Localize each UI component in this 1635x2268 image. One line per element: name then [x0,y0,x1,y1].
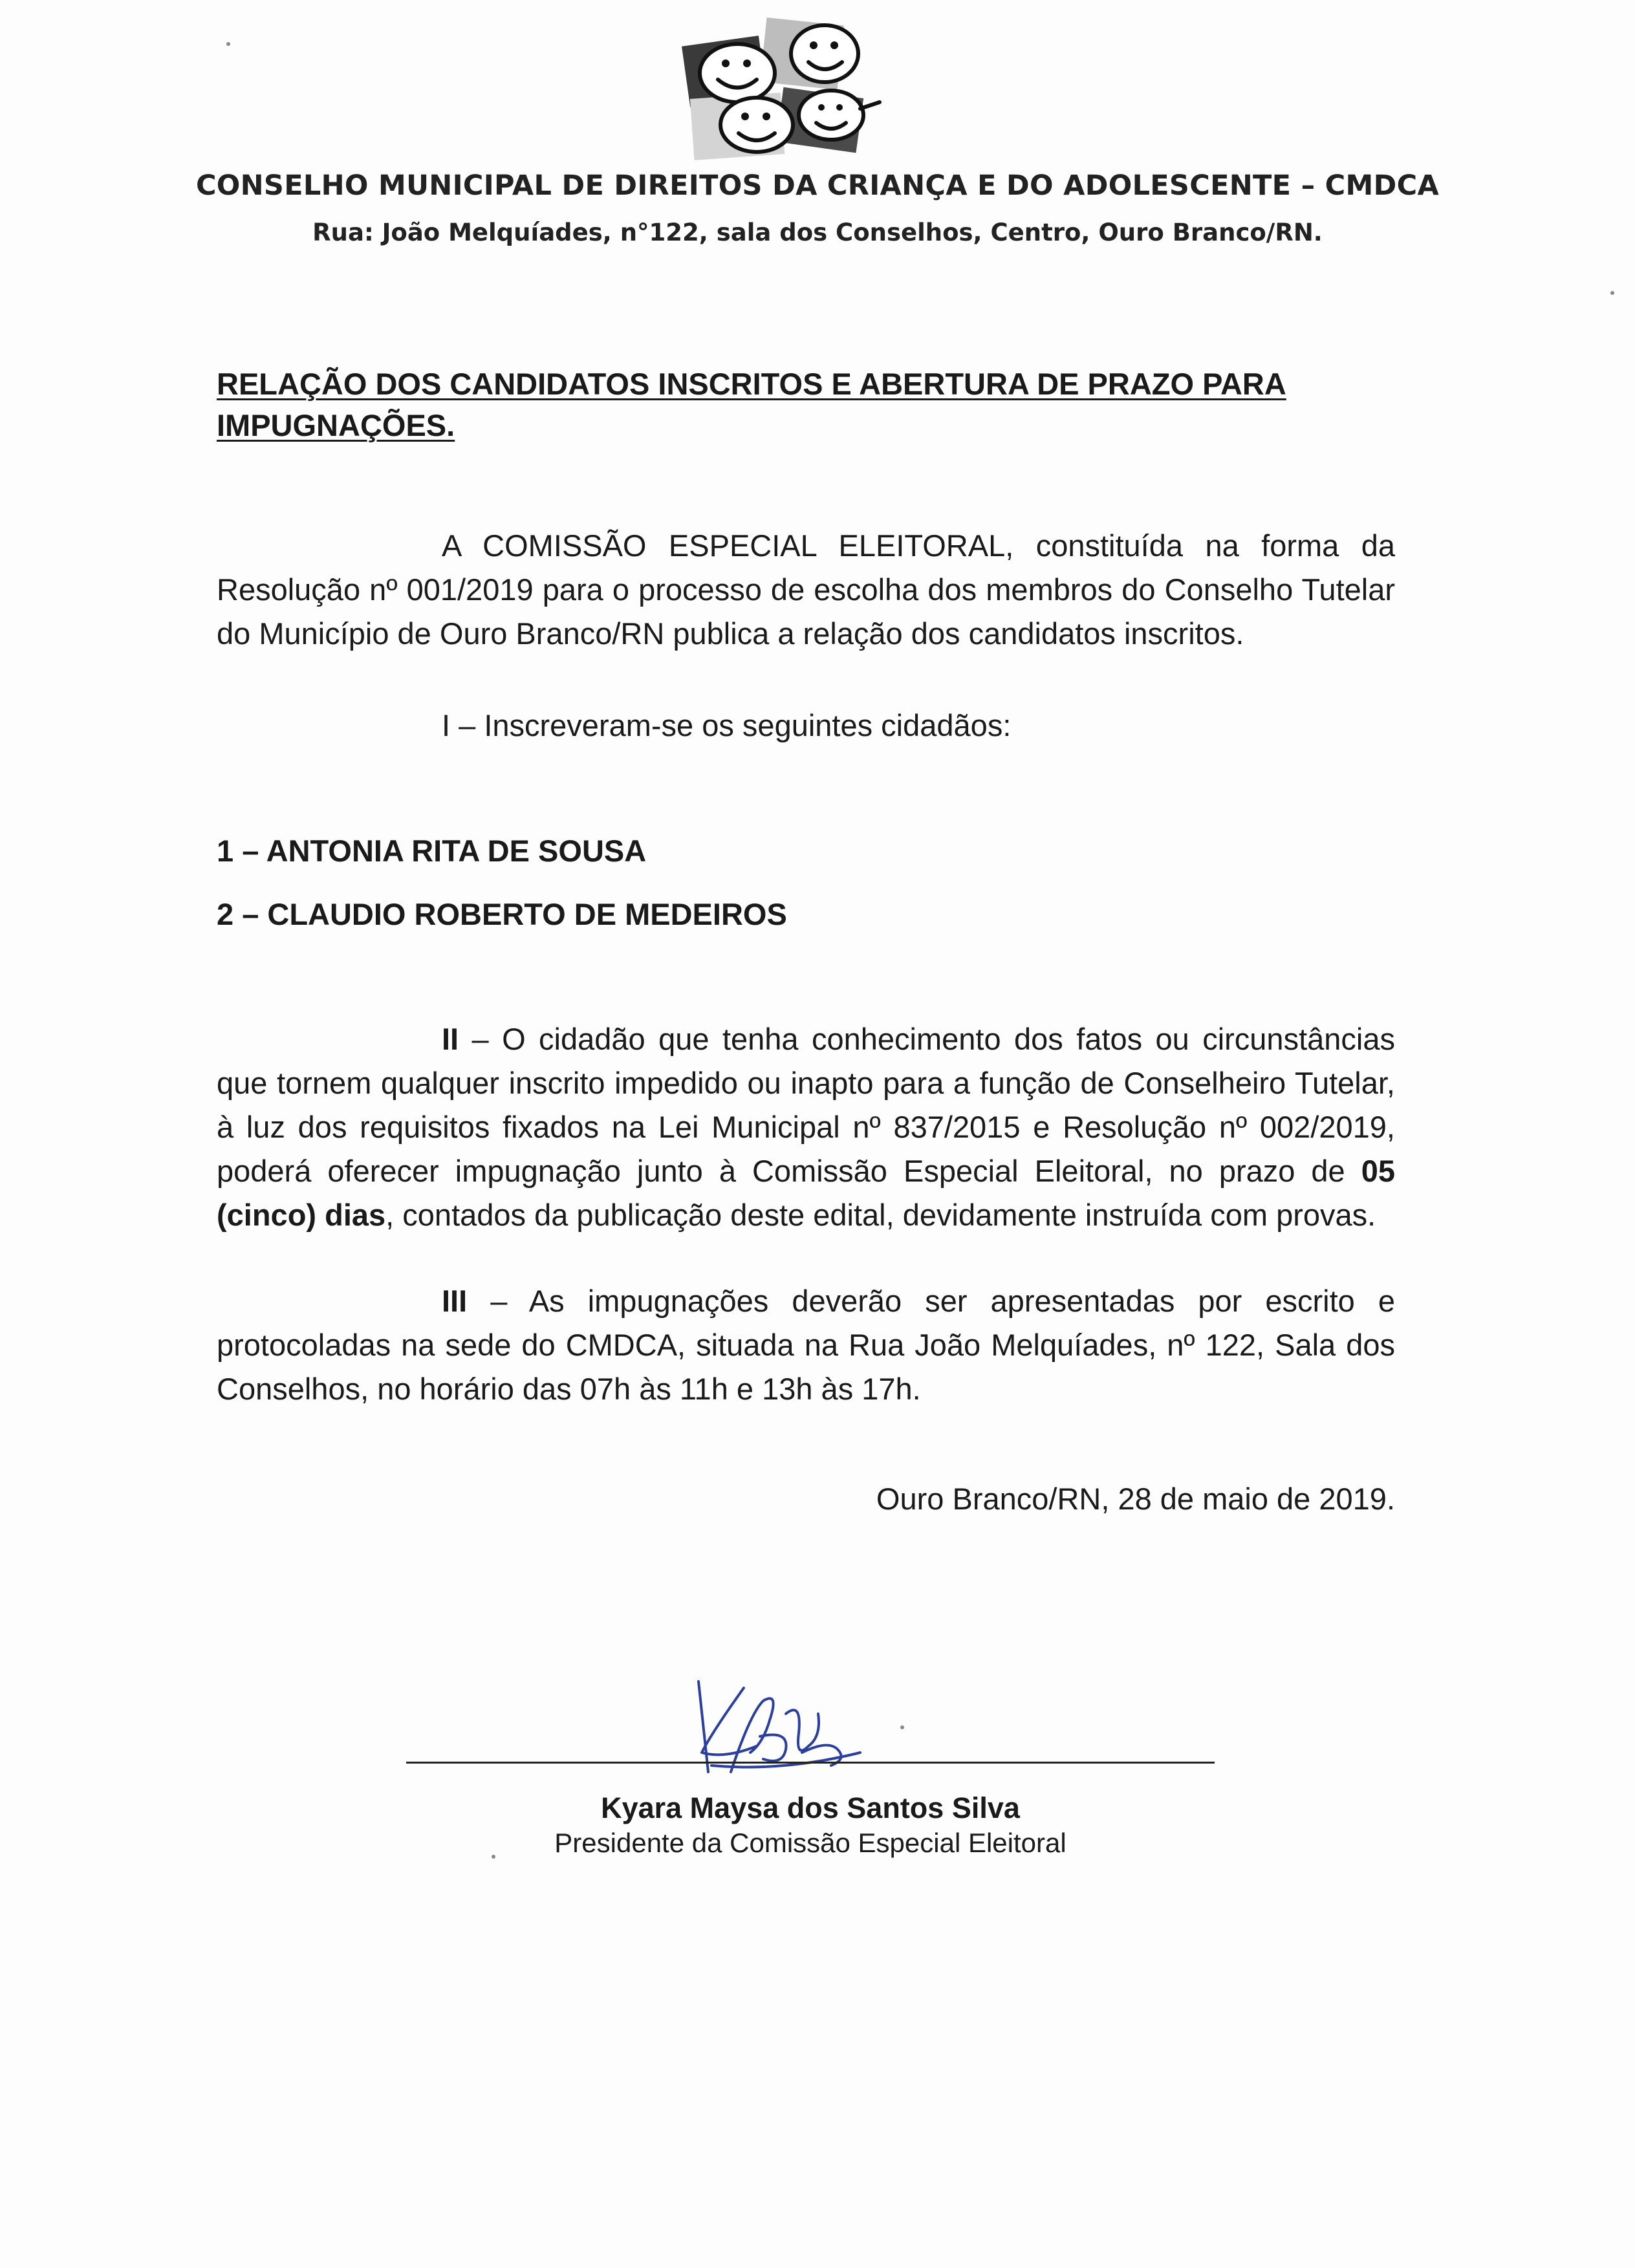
scan-speck [900,1725,904,1729]
item-ii-label: II [442,1022,459,1056]
children-faces-logo-icon [666,12,912,164]
scan-speck [226,42,230,46]
item-ii-text-before: – O cidadão que tenha conhecimento dos fatos ou circunstâncias que tornem qualquer inscrito impedido ou inapto para a função de Conselheiro Tutelar, à luz dos requisitos fixados na Lei Municipal nº 837/2015 e Resolução nº 002/2019, poderá oferecer impugnação junto à Comissão Especial Eleitoral, no prazo de [217,1022,1395,1188]
item-i-paragraph: I – Inscreveram-se os seguintes cidadãos: [442,708,1012,742]
item-ii-text-after: , contados da publicação deste edital, devidamente instruída com provas. [385,1198,1376,1232]
item-iii-text: – As impugnações deverão ser apresentadas por escrito e protocoladas na sede do CMDCA, situada na Rua João Melquíades, nº 122, Sala dos Conselhos, no horário das 07h às 11h e 13h às 17h. [217,1284,1395,1406]
signature-line [406,1762,1215,1764]
scan-speck [1610,291,1614,295]
organization-address: Rua: João Melquíades, n°122, sala dos Conselhos, Centro, Ouro Branco/RN. [312,219,1323,246]
document-title: RELAÇÃO DOS CANDIDATOS INSCRITOS E ABERTURA DE PRAZO PARA IMPUGNAÇÕES. [217,367,1286,442]
candidate-item: 1 – ANTONIA RITA DE SOUSA [217,834,647,868]
deadline-emphasis: 05 (cinco) dias [217,1154,1395,1232]
scan-speck [492,1855,495,1859]
organization-name: CONSELHO MUNICIPAL DE DIREITOS DA CRIANÇA E DO ADOLESCENTE – CMDCA [195,169,1440,202]
item-iii-paragraph [217,1279,1395,1411]
item-iii-label: III [442,1284,468,1318]
item-ii-paragraph [217,1017,1395,1237]
signer-role: Presidente da Comissão Especial Eleitoral [554,1828,1067,1858]
intro-paragraph: A COMISSÃO ESPECIAL ELEITORAL, constituída na forma da Resolução nº 001/2019 para o processo de escolha dos membros do Conselho Tutelar do Município de Ouro Branco/RN publica a relação dos candidatos inscritos. [217,528,1395,651]
candidate-item: 2 – CLAUDIO ROBERTO DE MEDEIROS [217,897,787,931]
date-line: Ouro Branco/RN, 28 de maio de 2019. [876,1482,1395,1516]
signer-name: Kyara Maysa dos Santos Silva [601,1791,1020,1824]
